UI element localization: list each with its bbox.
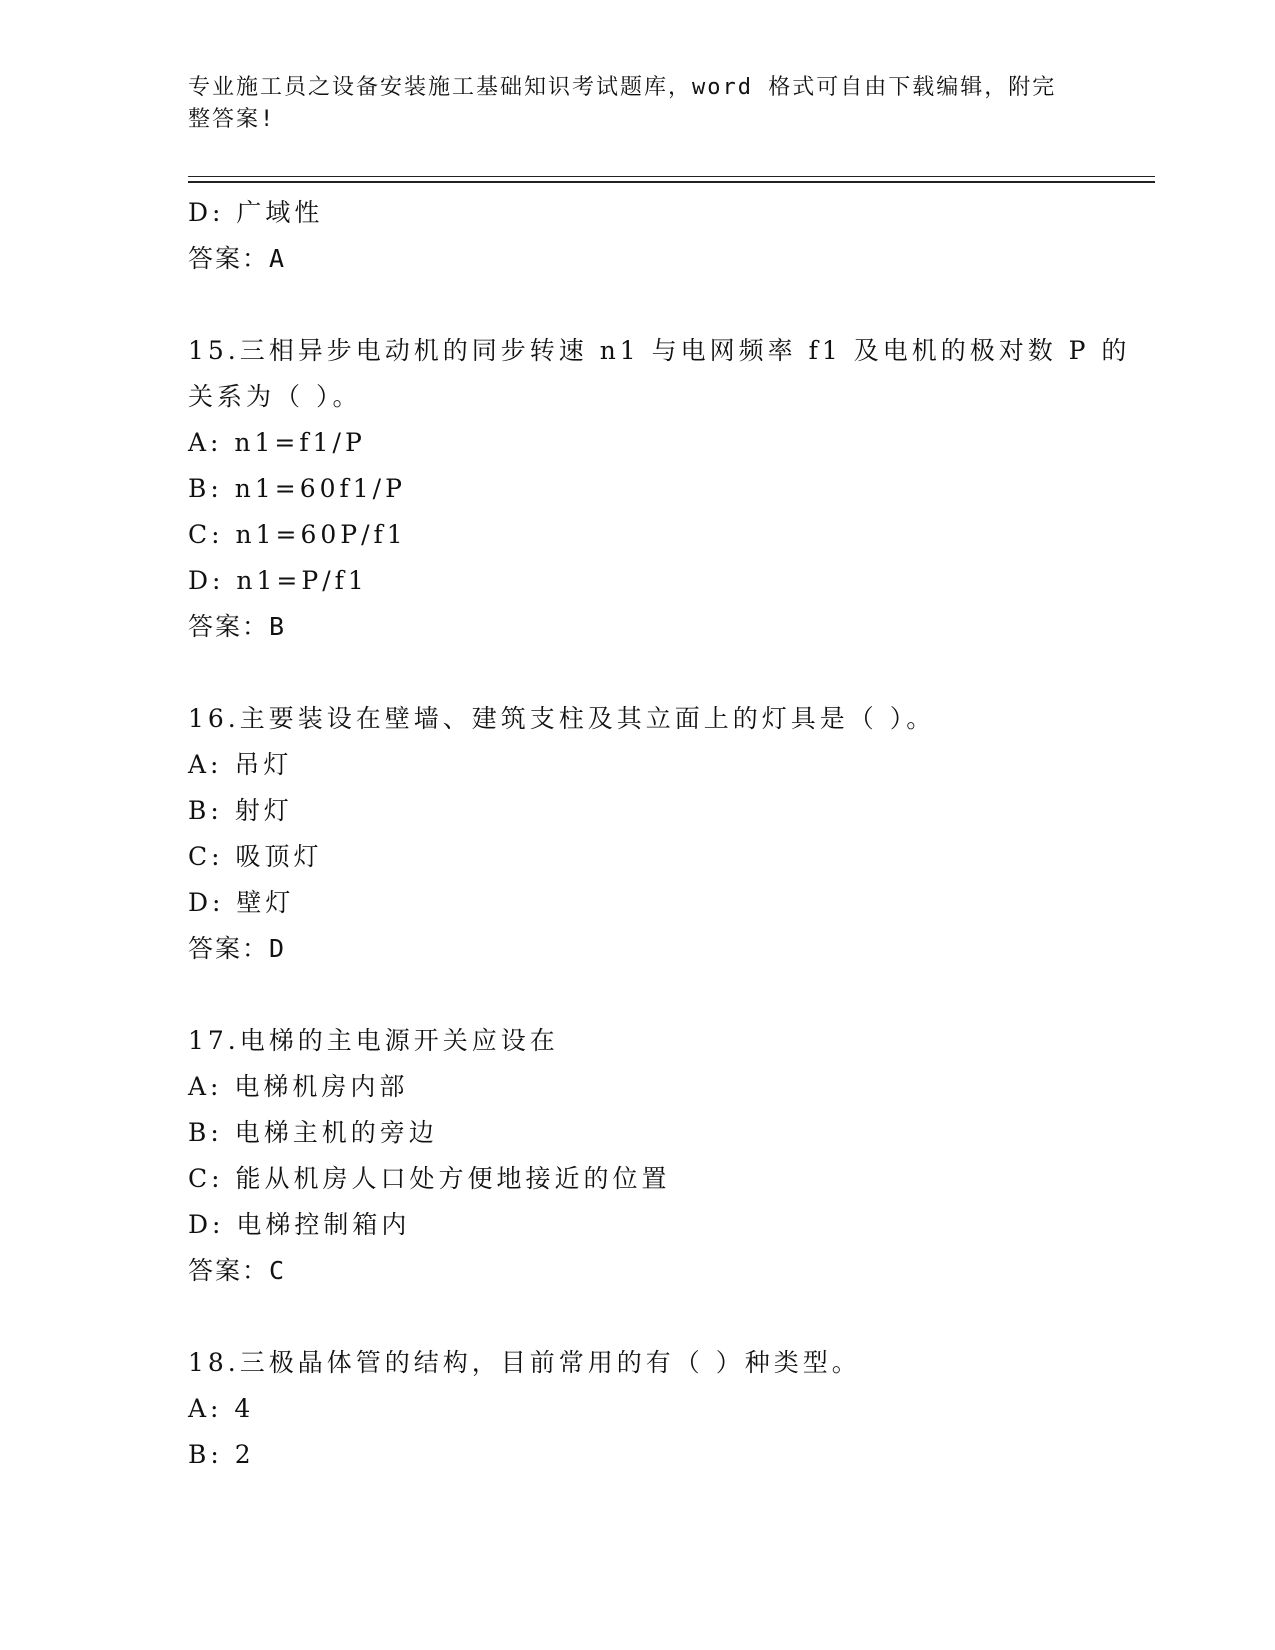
header-line-1: 专业施工员之设备安装施工基础知识考试题库，word 格式可自由下载编辑，附完 bbox=[188, 75, 1057, 100]
question-gap bbox=[188, 1294, 1088, 1340]
question-text-line-1: 16.主要装设在壁墙、建筑支柱及其立面上的灯具是（ ）。 bbox=[188, 704, 936, 733]
option-a: A: 4 bbox=[188, 1394, 255, 1423]
question-15 bbox=[188, 328, 1131, 650]
question-text-line-2: 关系为（ ）。 bbox=[188, 382, 362, 411]
option-c: C: n1=60P/f1 bbox=[188, 520, 407, 549]
option-d: D: 广域性 bbox=[188, 198, 324, 227]
option-b: B: 电梯主机的旁边 bbox=[188, 1118, 438, 1147]
question-17 bbox=[188, 1018, 1088, 1294]
option-c: C: 能从机房人口处方便地接近的位置 bbox=[188, 1164, 671, 1193]
option-d: D: n1=P/f1 bbox=[188, 566, 368, 595]
answer-line: 答案：C bbox=[188, 1256, 287, 1285]
option-b: B: n1=60f1/P bbox=[188, 474, 406, 503]
question-text-line-1: 15.三相异步电动机的同步转速 n1 与电网频率 f1 及电机的极对数 P 的 bbox=[188, 336, 1131, 365]
option-a: A: 电梯机房内部 bbox=[188, 1072, 409, 1101]
option-b: B: 2 bbox=[188, 1440, 255, 1469]
question-gap bbox=[188, 650, 1088, 696]
question-text-line-1: 18.三极晶体管的结构，目前常用的有（ ）种类型。 bbox=[188, 1348, 861, 1377]
question-text-line-1: 17.电梯的主电源开关应设在 bbox=[188, 1026, 559, 1055]
option-a: A: 吊灯 bbox=[188, 750, 293, 779]
header-divider-top bbox=[188, 176, 1155, 177]
option-a: A: n1=f1/P bbox=[188, 428, 366, 457]
option-c: C: 吸顶灯 bbox=[188, 842, 323, 871]
option-d: D: 壁灯 bbox=[188, 888, 295, 917]
document-header bbox=[188, 72, 1068, 136]
question-18 bbox=[188, 1340, 1088, 1478]
header-line-2: 整答案! bbox=[188, 107, 276, 132]
header-divider-bottom bbox=[188, 181, 1155, 183]
document-body bbox=[188, 190, 1131, 1478]
answer-line: 答案：B bbox=[188, 612, 287, 641]
answer-line: 答案：D bbox=[188, 934, 287, 963]
option-d: D: 电梯控制箱内 bbox=[188, 1210, 411, 1239]
option-b: B: 射灯 bbox=[188, 796, 293, 825]
question-14-tail bbox=[188, 190, 1088, 282]
question-gap bbox=[188, 282, 1088, 328]
answer-line: 答案：A bbox=[188, 244, 287, 273]
question-16 bbox=[188, 696, 1088, 972]
question-gap bbox=[188, 972, 1088, 1018]
